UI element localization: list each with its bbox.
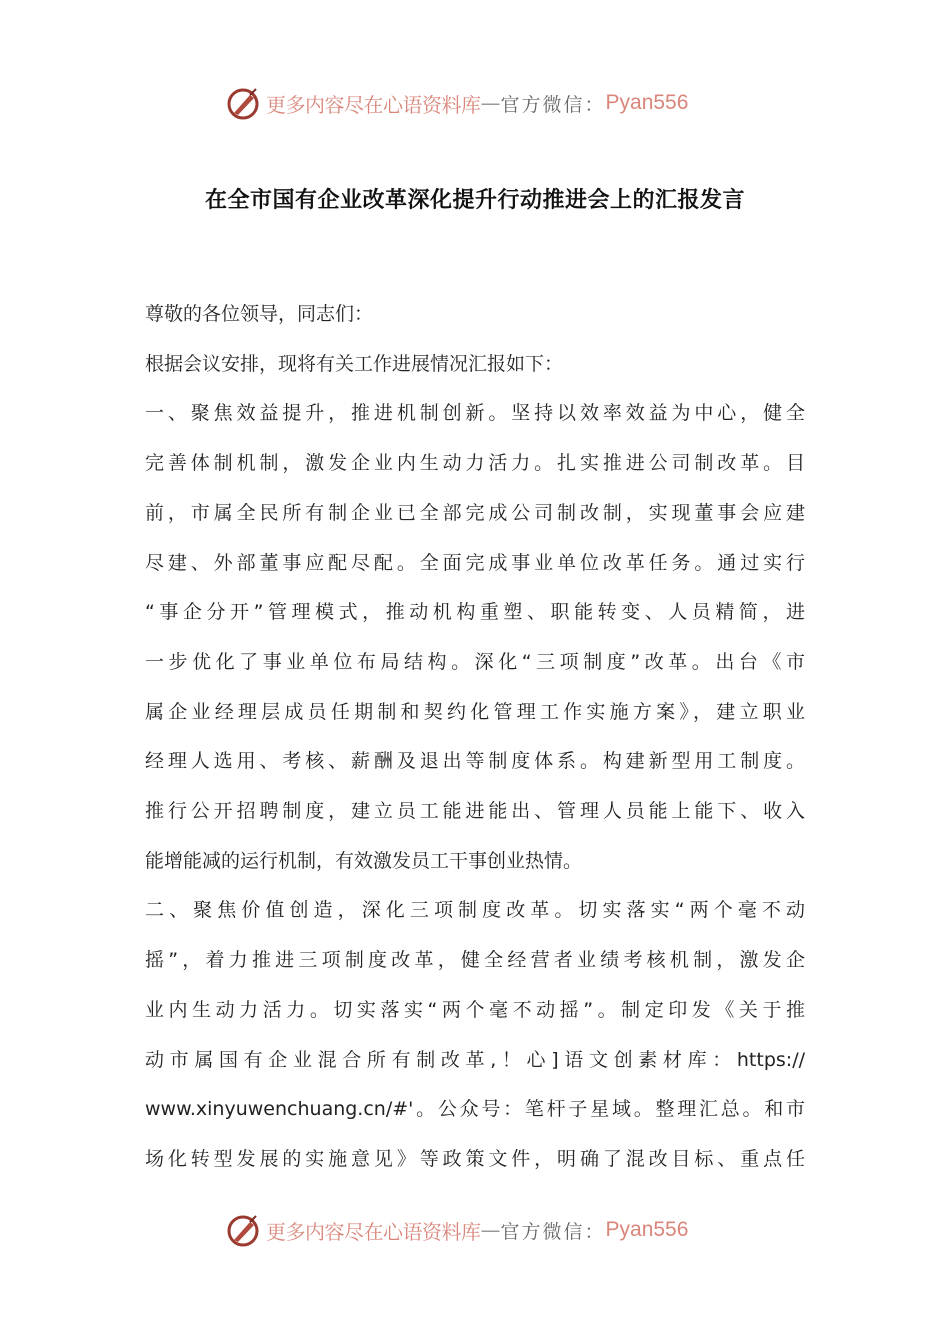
body-line: 推行公开招聘制度，建立员工能进能出、管理人员能上能下、收入 [145,800,805,822]
body-line: 业内生动力活力。切实落实“两个毫不动摇”。制定印发《关于推 [145,998,805,1021]
watermark-brand: 更多内容尽在心语资料库 [266,1219,481,1244]
pen-logo-icon [226,85,262,121]
body-line: 根据会议安排，现将有关工作进展情况汇报如下： [145,352,564,375]
body-line: 尊敬的各位领导，同志们： [145,303,374,325]
pen-logo-icon [226,1212,262,1248]
watermark-brand: 更多内容尽在心语资料库 [266,92,481,117]
body-line: 完善体制机制，激发企业内生动力活力。扎实推进公司制改革。目 [145,452,805,475]
body-line: 前，市属全民所有制企业已全部完成公司制改制，实现董事会应建 [145,501,805,524]
body-line: 尽建、外部董事应配尽配。全面完成事业单位改革任务。通过实行 [145,551,805,574]
body-line: 能增能减的运行机制，有效激发员工干事创业热情。 [145,849,583,872]
body-line: 一、聚焦效益提升，推进机制创新。坚持以效率效益为中心，健全 [145,402,805,425]
watermark-id: Pyan556 [605,1218,689,1241]
body-line: “事企分开”管理模式，推动机构重塑、职能转变、人员精简，进 [145,601,805,624]
watermark-dash: — [480,91,501,115]
body-line: www.xinyuwenchuang.cn/#'。公众号：笔杆子星域。整理汇总。和市 [145,1098,805,1121]
body-line: 摇”，着力推进三项制度改革，健全经营者业绩考核机制，激发企 [145,949,805,972]
body-line: 一步优化了事业单位布局结构。深化“三项制度”改革。出台《市 [145,650,805,673]
watermark-official: 官方微信： [500,1220,606,1243]
body-line: 属企业经理层成员任期制和契约化管理工作实施方案》，建立职业 [145,700,805,723]
body-line: 场化转型发展的实施意见》等政策文件，明确了混改目标、重点任 [145,1147,805,1170]
body-line: 动市属国有企业混合所有制改革,！心]语文创素材库：https:// [145,1048,805,1071]
document-title: 在全市国有企业改革深化提升行动推进会上的汇报发言 [204,188,745,213]
watermark-official: 官方微信： [500,93,606,116]
footer-watermark [226,1210,688,1250]
watermark-id: Pyan556 [605,91,689,114]
body-line: 二、聚焦价值创造，深化三项制度改革。切实落实“两个毫不动 [145,899,805,922]
header-watermark [226,83,688,123]
watermark-dash: — [480,1218,501,1242]
body-line: 经理人选用、考核、薪酬及退出等制度体系。构建新型用工制度。 [145,750,805,773]
